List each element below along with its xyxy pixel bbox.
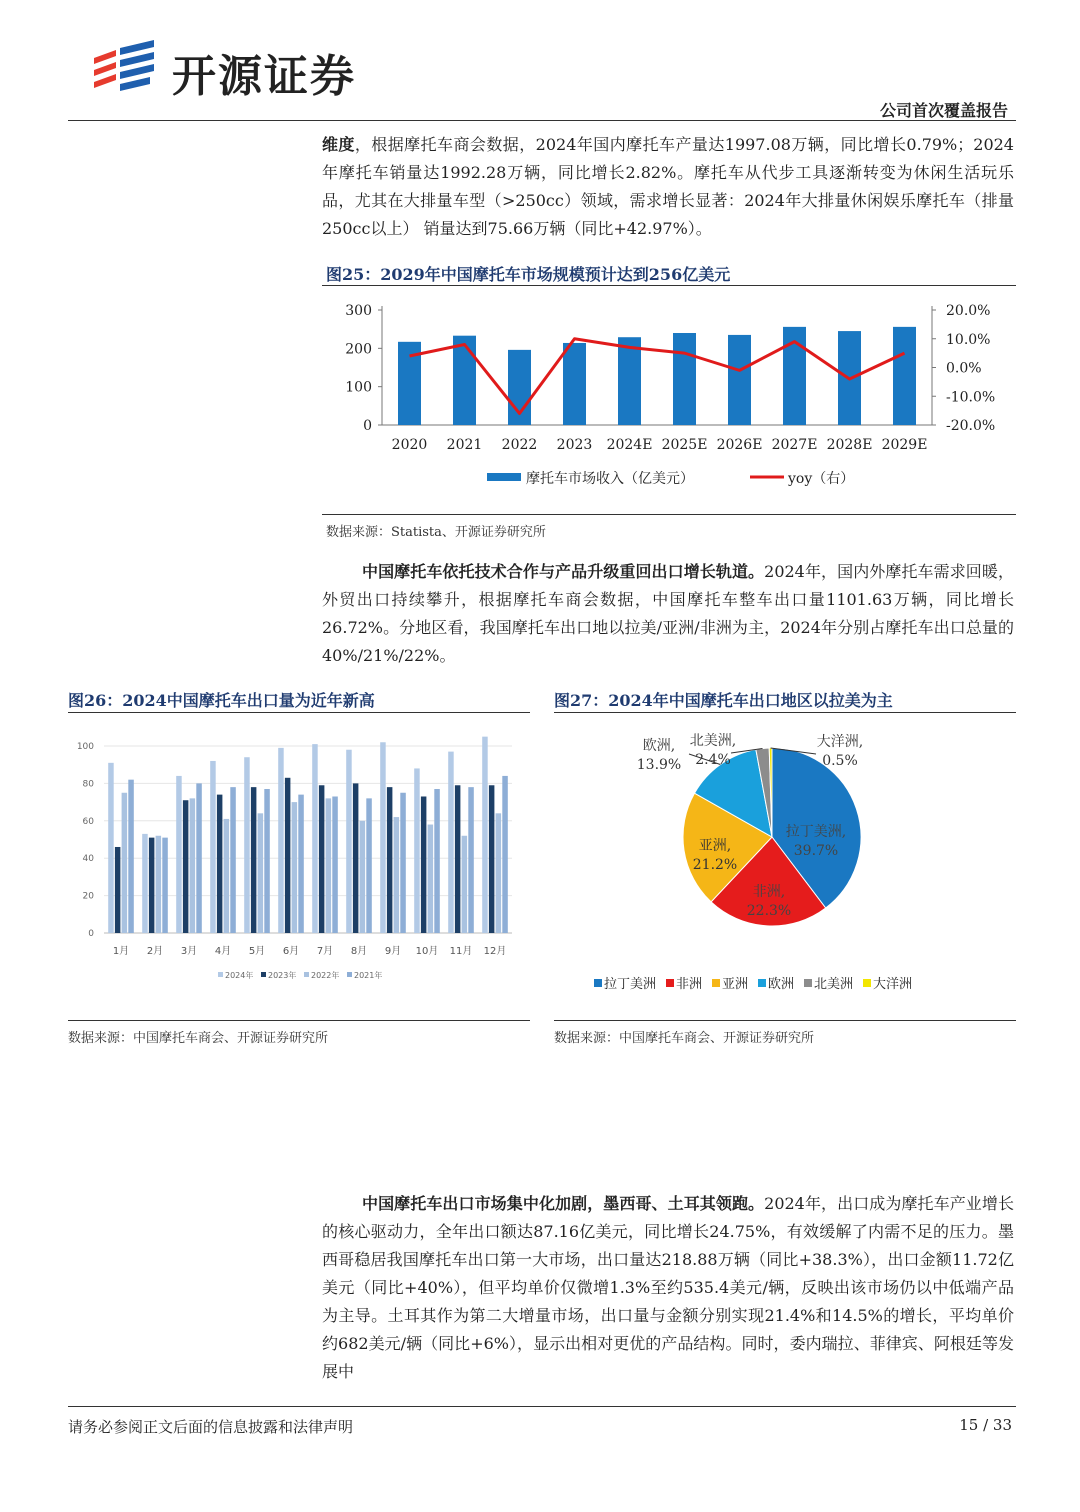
fig26-source: 数据来源：中国摩托车商会、开源证券研究所 — [68, 1031, 329, 1046]
fig27-data-label: 非洲, 22.3% — [746, 884, 792, 919]
fig26-bar — [210, 761, 216, 933]
fig26-bar — [455, 785, 461, 933]
fig26-bar — [360, 821, 366, 933]
fig27-legend-label: 拉丁美洲 — [604, 977, 657, 992]
fig25-x-label: 2029E — [881, 437, 928, 453]
paragraph-lead: 中国摩托车依托技术合作与产品升级重回出口增长轨道。 — [362, 562, 765, 581]
fig25-x-label: 2023 — [556, 437, 593, 453]
paragraph-markets — [322, 1190, 1014, 1386]
fig27-legend-label: 亚洲 — [722, 977, 749, 992]
fig26-bar — [468, 787, 474, 933]
fig25-yoy-line — [410, 339, 905, 414]
fig26-bar — [434, 789, 440, 933]
fig26-x-label: 12月 — [483, 946, 507, 957]
fig26-bar — [326, 798, 332, 933]
fig25-right-tick-label: -20.0% — [946, 418, 996, 434]
fig26-bar — [176, 776, 182, 933]
fig25-right-tick-label: 10.0% — [946, 331, 991, 348]
fig26-legend-label: 2022年 — [311, 971, 340, 980]
fig25-bar — [728, 335, 751, 425]
fig26-bar — [319, 785, 325, 933]
fig27-legend-label: 北美洲 — [814, 977, 854, 992]
fig25-legend-label: yoy（右） — [788, 471, 855, 487]
fig25-right-tick-label: 20.0% — [946, 303, 991, 319]
fig26-bar — [149, 838, 155, 933]
fig26-x-label: 10月 — [415, 946, 439, 957]
fig25-bar — [453, 336, 476, 425]
fig26-y-tick-label: 60 — [82, 816, 94, 827]
fig27-title: 图27：2024年中国摩托车出口地区以拉美为主 — [554, 691, 893, 710]
fig27-data-label: 拉丁美洲, 39.7% — [785, 824, 847, 859]
fig27-data-label: 大洋洲, 0.5% — [816, 734, 864, 769]
fig25-right-tick-label: 0.0% — [946, 360, 982, 377]
fig26-bar — [230, 787, 236, 933]
fig27-bottom-rule — [554, 1020, 1016, 1021]
fig26-x-label: 2月 — [146, 946, 164, 957]
fig26-bar — [156, 836, 162, 933]
fig25-x-label: 2026E — [716, 437, 763, 453]
fig26-bar — [122, 793, 128, 933]
fig25-x-label: 2022 — [501, 437, 538, 453]
fig25-right-tick-label: -10.0% — [946, 389, 996, 406]
paragraph-export — [322, 558, 1014, 670]
fig26-bar — [380, 742, 386, 933]
fig27-legend-label: 非洲 — [676, 977, 703, 992]
fig27-data-label: 北美洲, 2.4% — [689, 733, 737, 768]
fig26-bar — [183, 800, 189, 933]
fig26-x-label: 9月 — [384, 946, 402, 957]
fig27-legend-swatch — [804, 979, 812, 987]
fig26-legend-swatch — [347, 972, 352, 977]
fig26-chart — [68, 720, 530, 1002]
fig25-source: 数据来源：Statista、开源证券研究所 — [326, 525, 546, 540]
fig26-bar — [366, 798, 372, 933]
fig26-bar — [502, 776, 508, 933]
fig26-bar — [346, 750, 352, 933]
fig26-bar — [251, 787, 257, 933]
paragraph-lead: 中国摩托车出口市场集中化加剧，墨西哥、土耳其领跑。 — [362, 1194, 765, 1213]
fig26-x-label: 1月 — [112, 946, 130, 957]
page-number: 15 / 33 — [959, 1416, 1012, 1434]
fig25-x-label: 2024E — [606, 437, 653, 453]
fig25-left-tick-label: 200 — [345, 341, 372, 358]
fig26-legend-label: 2024年 — [225, 971, 254, 980]
fig25-bar — [563, 343, 586, 425]
fig26-bar — [489, 785, 495, 933]
fig27-chart — [554, 720, 1016, 1002]
fig25-left-tick-label: 0 — [363, 418, 372, 434]
fig26-bar — [353, 783, 359, 933]
fig26-bar — [244, 757, 250, 933]
fig26-bar — [482, 737, 488, 933]
fig26-legend-label: 2023年 — [268, 971, 297, 980]
fig26-bar — [400, 793, 406, 933]
report-type: 公司首次覆盖报告 — [879, 101, 1008, 120]
footer-disclaimer: 请务必参阅正文后面的信息披露和法律声明 — [68, 1418, 354, 1436]
fig26-bar — [448, 752, 454, 933]
fig26-x-label: 4月 — [214, 946, 232, 957]
fig26-bar — [115, 847, 121, 933]
fig26-legend-swatch — [218, 972, 223, 977]
fig26-x-label: 8月 — [350, 946, 368, 957]
fig26-y-tick-label: 40 — [82, 854, 94, 865]
fig26-x-label: 11月 — [449, 946, 473, 957]
fig26-title: 图26：2024中国摩托车出口量为近年新高 — [68, 691, 375, 710]
fig26-bar — [387, 787, 393, 933]
fig26-bar — [278, 748, 284, 933]
fig25-left-tick-label: 300 — [345, 303, 372, 319]
fig25-chart — [322, 290, 1016, 502]
fig25-bar — [893, 327, 916, 425]
fig25-bar — [618, 337, 641, 425]
fig26-x-label: 5月 — [248, 946, 266, 957]
fig26-y-tick-label: 80 — [82, 779, 94, 790]
fig26-bar — [414, 768, 420, 933]
fig26-bar — [428, 825, 434, 933]
paragraph-body: 2024年，出口成为摩托车产业增长的核心驱动力，全年出口额达87.16亿美元，同比增长24.75%，有效缓解了内需不足的压力。墨西哥稳居我国摩托车出口第一大市场，出口量达218.88万辆（同比+38.3%），出口金额11.72亿美元（同比+40%），但平均单价仅微增1.3%至约535.4美元/辆，反映出该市场仍以中低端产品为主导。土耳其作为第二大增量市场，出口量与金额分别实现21.4%和14.5%的增长，平均单价约682美元/辆（同比+6%），显示出相对更优的产品结构。同时，委内瑞拉、菲律宾、阿根廷等发展中 — [322, 1194, 1014, 1381]
fig26-bar — [217, 795, 223, 933]
fig26-legend-swatch — [261, 972, 266, 977]
fig26-bar — [394, 817, 400, 933]
fig26-bar — [196, 783, 202, 933]
fig27-legend-label: 大洋洲 — [873, 977, 913, 992]
fig27-data-label: 欧洲, 13.9% — [636, 738, 682, 773]
fig26-y-tick-label: 0 — [88, 929, 94, 939]
fig27-top-rule — [554, 712, 1016, 713]
fig25-top-rule — [322, 285, 1016, 286]
paragraph-intro — [322, 131, 1014, 243]
fig27-data-label: 亚洲, 21.2% — [692, 838, 738, 873]
footer-divider — [68, 1406, 1016, 1407]
fig26-bar — [421, 796, 427, 933]
fig25-left-tick-label: 100 — [345, 379, 372, 396]
fig27-legend-label: 欧洲 — [768, 977, 795, 992]
fig26-y-tick-label: 20 — [82, 891, 94, 902]
fig26-x-label: 6月 — [282, 946, 300, 957]
fig26-legend-label: 2021年 — [354, 971, 383, 980]
fig25-bottom-rule — [322, 514, 1016, 515]
fig27-legend-swatch — [594, 979, 602, 987]
fig25-x-label: 2021 — [446, 437, 483, 453]
fig26-top-rule — [68, 712, 530, 713]
company-logo-icon — [90, 40, 158, 96]
fig25-bar — [673, 333, 696, 425]
fig26-bar — [298, 795, 304, 933]
fig26-bar — [332, 796, 338, 933]
fig26-bar — [292, 802, 298, 933]
fig27-source: 数据来源：中国摩托车商会、开源证券研究所 — [554, 1031, 815, 1046]
fig27-legend-swatch — [863, 979, 871, 987]
fig27-legend-swatch — [758, 979, 766, 987]
fig25-x-label: 2027E — [771, 437, 818, 453]
fig25-x-label: 2028E — [826, 437, 873, 453]
paragraph-body: 2024年，国内外摩托车需求回暖，外贸出口持续攀升，根据摩托车商会数据，中国摩托车整车出口量1101.63万辆，同比增长26.72%。分地区看，我国摩托车出口地以拉美/亚洲/非洲为主，2024年分别占摩托车出口总量的40%/21%/22%。 — [322, 562, 1014, 665]
fig27-legend-swatch — [666, 979, 674, 987]
fig26-bar — [190, 798, 196, 933]
fig26-bar — [496, 813, 502, 933]
fig26-bottom-rule — [68, 1020, 530, 1021]
fig26-bar — [128, 780, 134, 933]
fig26-y-tick-label: 100 — [76, 742, 94, 752]
paragraph-lead: 维度 — [322, 135, 355, 154]
paragraph-body: ，根据摩托车商会数据，2024年国内摩托车产量达1997.08万辆，同比增长0.79%；2024年摩托车销量达1992.28万辆，同比增长2.82%。摩托车从代步工具逐渐转变为休闲生活玩乐品，尤其在大排量车型（>250cc）领域，需求增长显著：2024年大排量休闲娱乐摩托车（排量250cc以上） 销量达到75.66万辆（同比+42.97%）。 — [322, 135, 1014, 238]
fig26-bar — [285, 778, 291, 933]
fig25-x-label: 2025E — [661, 437, 708, 453]
company-name: 开源证券 — [172, 51, 356, 102]
fig26-bar — [264, 789, 270, 933]
fig26-bar — [142, 834, 148, 933]
fig26-x-label: 3月 — [180, 946, 198, 957]
fig27-legend-swatch — [712, 979, 720, 987]
fig26-x-label: 7月 — [316, 946, 334, 957]
fig25-legend-swatch-bar — [487, 473, 521, 481]
fig26-bar — [162, 838, 168, 933]
fig26-bar — [258, 813, 264, 933]
fig25-legend-label: 摩托车市场收入（亿美元） — [526, 471, 694, 487]
fig25-title: 图25：2029年中国摩托车市场规模预计达到256亿美元 — [326, 265, 731, 284]
fig26-bar — [462, 836, 468, 933]
header-divider — [68, 120, 1016, 121]
fig25-x-label: 2020 — [391, 437, 428, 453]
fig26-bar — [312, 744, 318, 933]
fig26-bar — [224, 819, 230, 933]
fig26-legend-swatch — [304, 972, 309, 977]
fig26-bar — [108, 763, 114, 933]
